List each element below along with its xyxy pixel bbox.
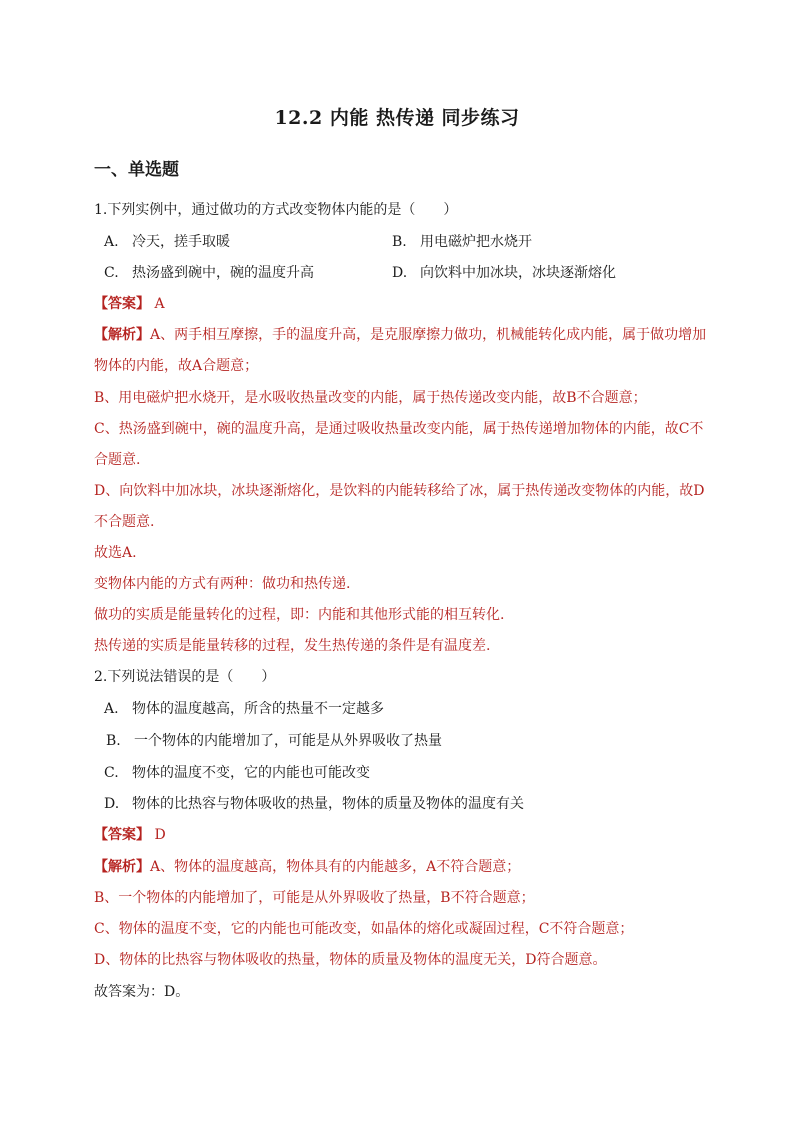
q2-analysis-line: C、物体的温度不变，它的内能也可能改变，如晶体的熔化或凝固过程，C不符合题意； <box>94 921 634 937</box>
option-text: 一个物体的内能增加了，可能是从外界吸收了热量 <box>134 733 442 749</box>
q1-note: 热传递的实质是能量转移的过程，发生热传递的条件是有温度差. <box>94 638 491 654</box>
q1-analysis-line: D、向饮料中加冰块，冰块逐渐熔化，是饮料的内能转移给了冰，属于热传递改变物体的内能，故D <box>94 483 705 499</box>
analysis-label: 【解析】 <box>94 859 150 875</box>
q1-analysis-line: B、用电磁炉把水烧开，是水吸收热量改变的内能，属于热传递改变内能，故B不合题意； <box>94 390 647 406</box>
option-letter: D. <box>392 265 408 281</box>
option-letter: A. <box>104 234 119 250</box>
option-text: 冷天，搓手取暖 <box>132 234 230 250</box>
q2-analysis-line: 【解析】A、物体的温度越高，物体具有的内能越多，A不符合题意； <box>94 859 521 875</box>
option-text: 物体的温度不变，它的内能也可能改变 <box>132 765 370 781</box>
q1-conclusion: 故选A. <box>94 545 137 561</box>
question-1-stem: 1.下列实例中，通过做功的方式改变物体内能的是（ ） <box>94 202 458 218</box>
q2-option-b <box>106 731 442 751</box>
q2-analysis-line: B、一个物体的内能增加了，可能是从外界吸收了热量，B不符合题意； <box>94 890 535 906</box>
q2-answer <box>94 825 166 845</box>
q1-analysis-line: 合题意. <box>94 452 141 468</box>
option-letter: B. <box>392 234 407 250</box>
q1-option-d <box>392 263 616 283</box>
q1-option-b <box>392 232 532 252</box>
option-text: 热汤盛到碗中，碗的温度升高 <box>132 265 314 281</box>
q2-option-c <box>104 763 370 783</box>
option-text: 向饮料中加冰块，冰块逐渐熔化 <box>420 265 616 281</box>
q2-option-d <box>104 794 524 814</box>
answer-label: 【答案】 <box>94 827 150 843</box>
option-letter: C. <box>104 265 119 281</box>
option-letter: D. <box>104 796 120 812</box>
q1-note: 变物体内能的方式有两种：做功和热传递. <box>94 576 351 592</box>
analysis-label: 【解析】 <box>94 327 150 343</box>
answer-value: D <box>154 827 166 843</box>
option-text: 物体的比热容与物体吸收的热量，物体的质量及物体的温度有关 <box>132 796 524 812</box>
q1-option-c <box>104 263 314 283</box>
q1-analysis-line: 不合题意. <box>94 514 155 530</box>
option-text: 用电磁炉把水烧开 <box>420 234 532 250</box>
answer-label: 【答案】 <box>94 296 150 312</box>
option-letter: C. <box>104 765 119 781</box>
q1-analysis-line: 物体的内能，故A合题意； <box>94 358 259 374</box>
q1-analysis-line: 【解析】A、两手相互摩擦，手的温度升高，是克服摩擦力做功，机械能转化成内能，属于做功增加 <box>94 327 707 343</box>
option-letter: A. <box>104 701 119 717</box>
option-letter: B. <box>106 733 121 749</box>
q1-answer <box>94 294 165 314</box>
option-text: 物体的温度越高，所含的热量不一定越多 <box>132 701 384 717</box>
q2-conclusion: 故答案为：D。 <box>94 984 190 1000</box>
answer-value: A <box>154 296 165 312</box>
q2-analysis-line: D、物体的比热容与物体吸收的热量，物体的质量及物体的温度无关，D符合题意。 <box>94 952 607 968</box>
section-heading: 一、单选题 <box>94 160 179 180</box>
q1-analysis-line: C、热汤盛到碗中，碗的温度升高，是通过吸收热量改变内能，属于热传递增加物体的内能，故C不 <box>94 421 704 437</box>
q1-option-a <box>104 232 230 252</box>
q1-note: 做功的实质是能量转化的过程，即：内能和其他形式能的相互转化. <box>94 607 505 623</box>
page-title: 12.2 内能 热传递 同步练习 <box>274 107 520 129</box>
question-2-stem: 2.下列说法错误的是（ ） <box>94 669 276 685</box>
q2-option-a <box>104 699 384 719</box>
